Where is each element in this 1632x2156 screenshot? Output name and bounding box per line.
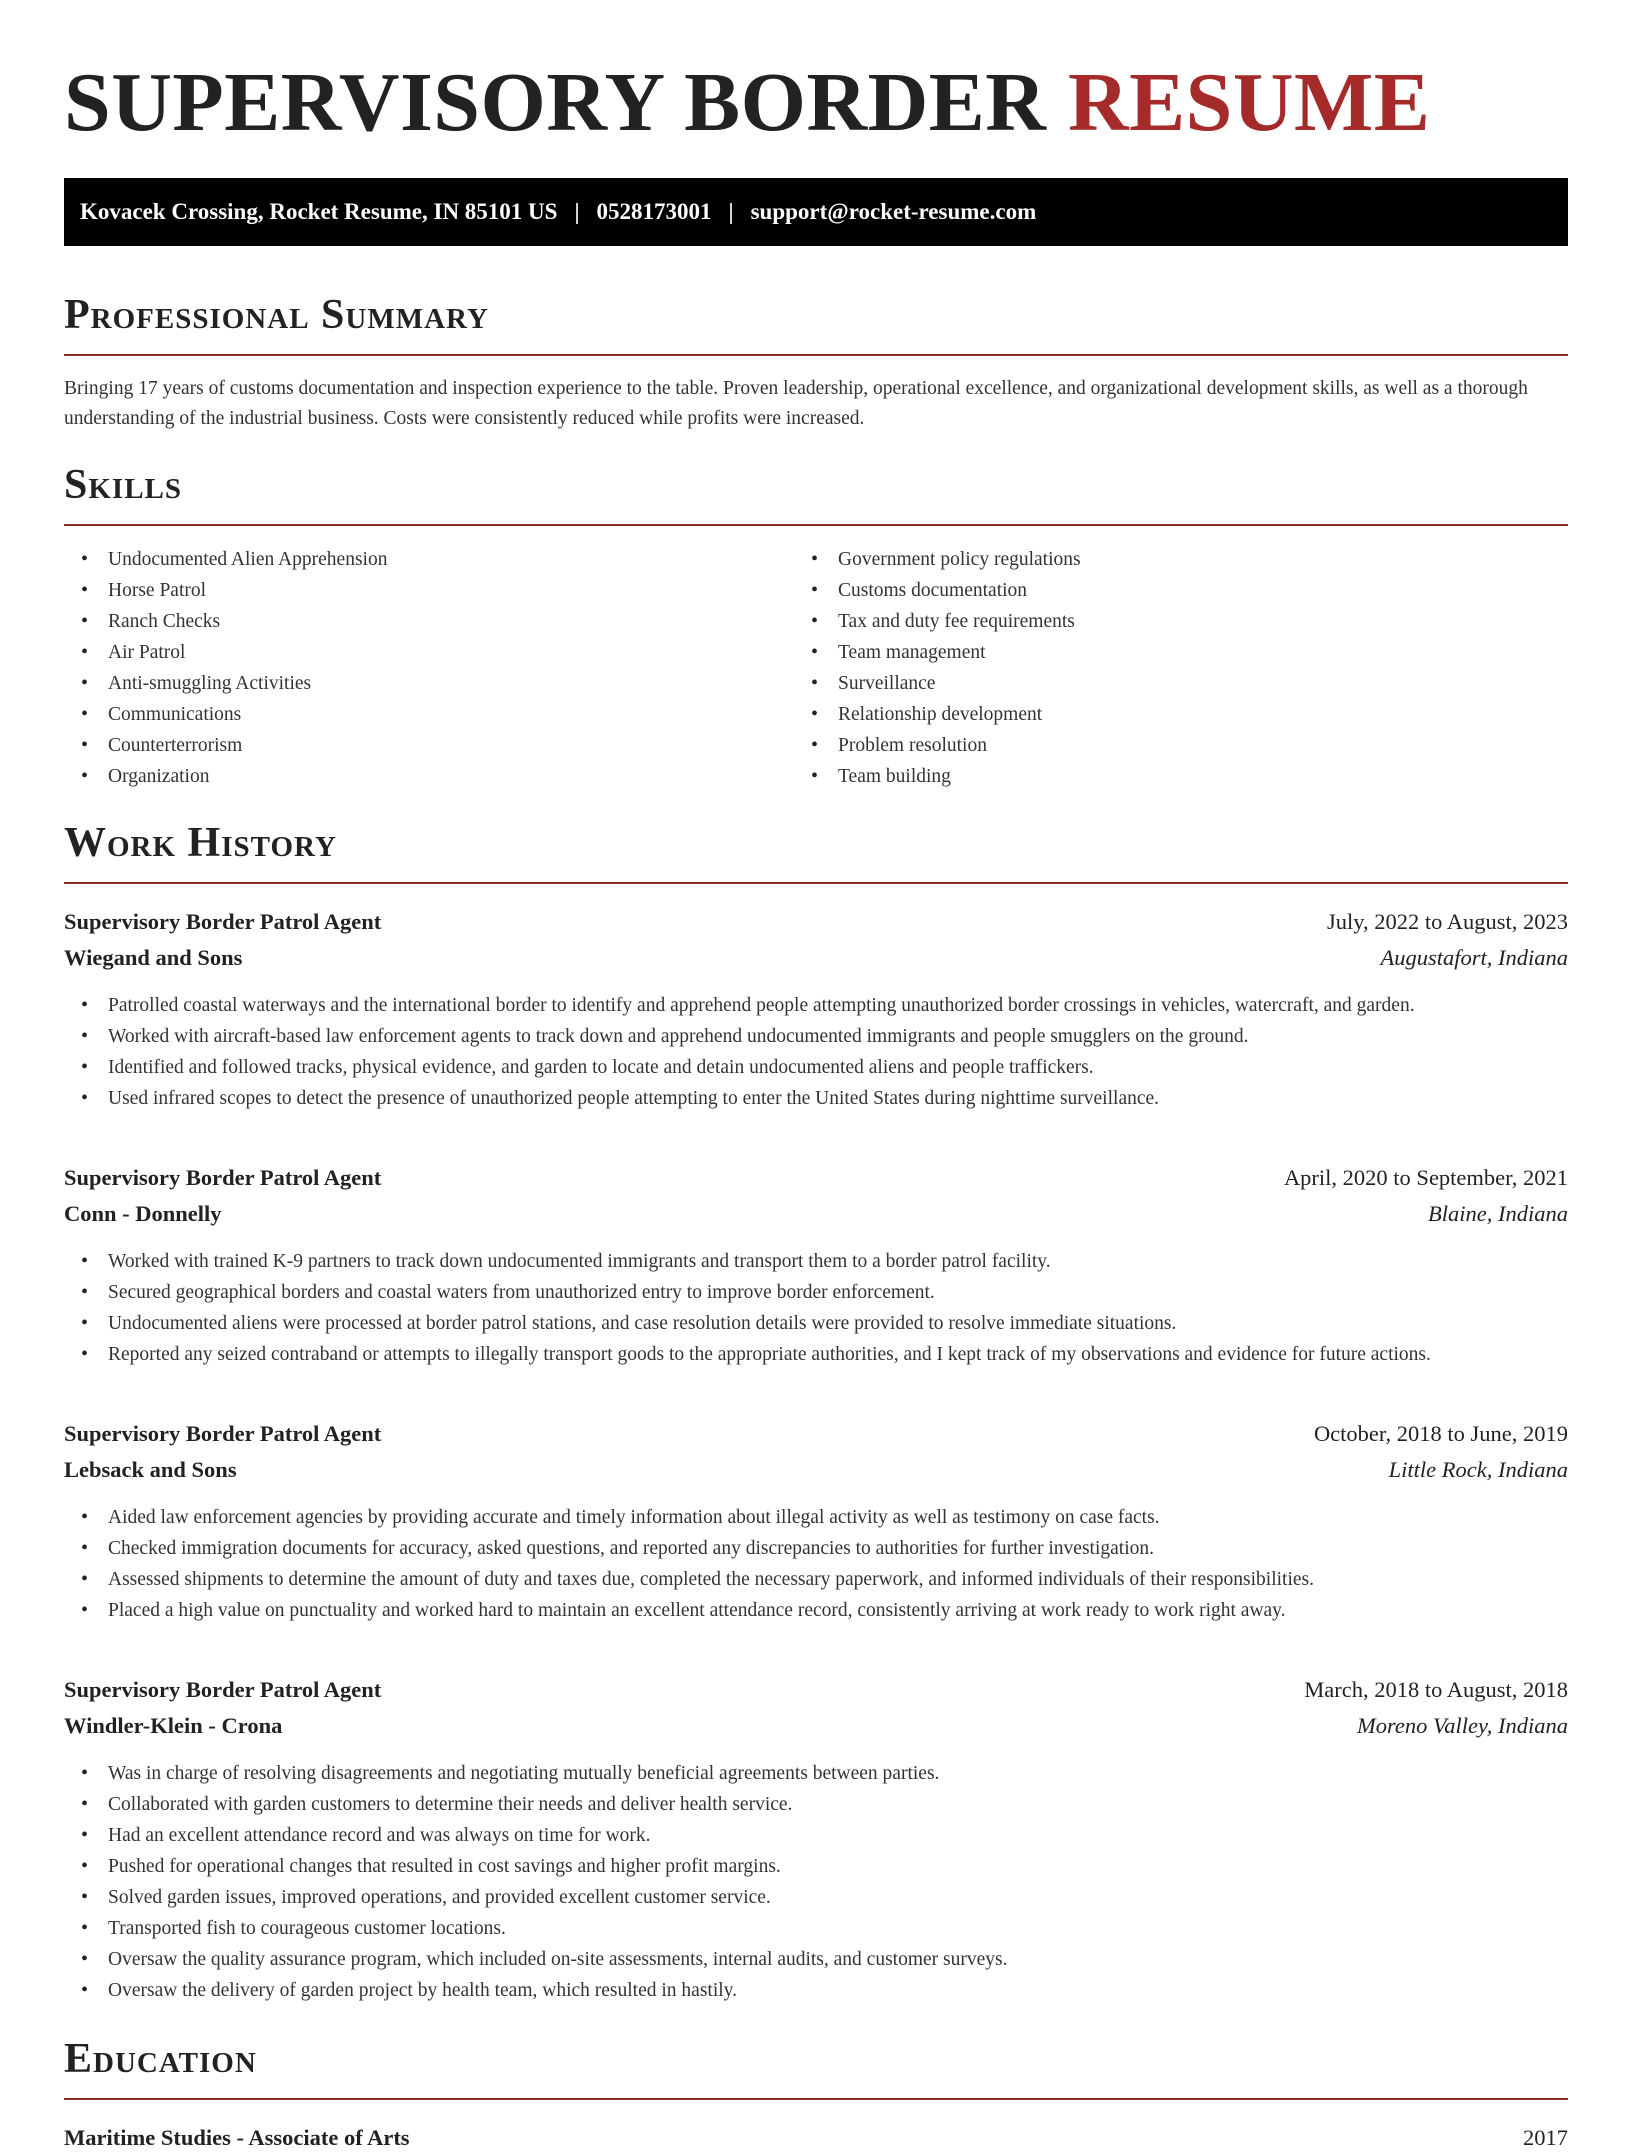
- title-main: SUPERVISORY BORDER: [64, 56, 1047, 149]
- contact-bar: [64, 178, 1568, 246]
- section-divider: [64, 524, 1568, 526]
- skill-item: • Relationship development: [838, 699, 1568, 730]
- skill-item: • Counterterrorism: [108, 730, 838, 761]
- job-bullet: • Oversaw the quality assurance program, which included on-site assessments, internal audits, and customer surveys.: [108, 1944, 1568, 1975]
- skill-item: • Horse Patrol: [108, 575, 838, 606]
- education-degree: Maritime Studies - Associate of Arts: [64, 2125, 410, 2150]
- job-header-row: [64, 1416, 1568, 1452]
- education-heading: Education: [64, 2036, 257, 2082]
- skill-item: • Anti-smuggling Activities: [108, 668, 838, 699]
- skills-list-left: [64, 544, 838, 792]
- job-location: Moreno Valley, Indiana: [1356, 1713, 1568, 1738]
- job-bullet: • Worked with trained K-9 partners to track down undocumented immigrants and transport them to a border patrol facility.: [108, 1246, 1568, 1277]
- title-accent: RESUME: [1067, 56, 1431, 149]
- job-entry: [64, 1160, 1568, 1370]
- job-bullet: • Pushed for operational changes that resulted in cost savings and higher profit margins.: [108, 1851, 1568, 1882]
- contact-separator: |: [574, 199, 580, 224]
- skill-item: • Undocumented Alien Apprehension: [108, 544, 838, 575]
- job-title: Supervisory Border Patrol Agent: [64, 1421, 382, 1446]
- summary-section: [64, 290, 1568, 434]
- job-company: Lebsack and Sons: [64, 1457, 237, 1482]
- skills-columns: [64, 544, 1568, 792]
- job-company-row: [64, 1196, 1568, 1232]
- resume-title: [64, 0, 1568, 148]
- job-entry: [64, 904, 1568, 1114]
- skills-heading: Skills: [64, 462, 183, 508]
- contact-phone[interactable]: 0528173001: [596, 199, 712, 224]
- skill-item: • Communications: [108, 699, 838, 730]
- job-header-row: [64, 904, 1568, 940]
- job-company: Wiegand and Sons: [64, 945, 243, 970]
- job-title: Supervisory Border Patrol Agent: [64, 909, 382, 934]
- education-section: [64, 2034, 1568, 2156]
- job-bullet: • Assessed shipments to determine the amount of duty and taxes due, completed the necessary paperwork, and informed individuals of their responsibilities.: [108, 1564, 1568, 1595]
- skills-section: [64, 460, 1568, 792]
- job-bullets: [64, 1246, 1568, 1370]
- contact-address: Kovacek Crossing, Rocket Resume, IN 85101 US: [80, 199, 558, 224]
- job-location: Little Rock, Indiana: [1388, 1457, 1568, 1482]
- job-bullet: • Secured geographical borders and coastal waters from unauthorized entry to improve border enforcement.: [108, 1277, 1568, 1308]
- job-location: Augustafort, Indiana: [1380, 945, 1568, 970]
- job-list: [64, 904, 1568, 2006]
- job-bullets: [64, 1502, 1568, 1626]
- job-header-row: [64, 1672, 1568, 1708]
- summary-heading: Professional Summary: [64, 292, 489, 338]
- work-section: [64, 818, 1568, 2006]
- job-bullet: • Placed a high value on punctuality and worked hard to maintain an excellent attendance record, consistently arriving at work ready to work right away.: [108, 1595, 1568, 1626]
- job-dates: October, 2018 to June, 2019: [1313, 1421, 1568, 1446]
- skill-item: • Surveillance: [838, 668, 1568, 699]
- job-bullet: • Was in charge of resolving disagreements and negotiating mutually beneficial agreements between parties.: [108, 1758, 1568, 1789]
- job-bullets: [64, 1758, 1568, 2006]
- job-bullet: • Worked with aircraft-based law enforcement agents to track down and apprehend undocumented immigrants and people smugglers on the ground.: [108, 1021, 1568, 1052]
- job-bullet: • Solved garden issues, improved operations, and provided excellent customer service.: [108, 1882, 1568, 1913]
- job-company-row: [64, 1708, 1568, 1744]
- job-dates: July, 2022 to August, 2023: [1326, 909, 1568, 934]
- education-entry: [64, 2120, 1568, 2156]
- skill-item: • Ranch Checks: [108, 606, 838, 637]
- job-bullets: [64, 990, 1568, 1114]
- job-title: Supervisory Border Patrol Agent: [64, 1165, 382, 1190]
- job-bullet: • Reported any seized contraband or attempts to illegally transport goods to the appropriate authorities, and I kept track of my observations and evidence for future actions.: [108, 1339, 1568, 1370]
- job-dates: March, 2018 to August, 2018: [1304, 1677, 1568, 1702]
- job-company: Windler-Klein - Crona: [64, 1713, 283, 1738]
- job-bullet: • Oversaw the delivery of garden project by health team, which resulted in hastily.: [108, 1975, 1568, 2006]
- job-bullet: • Aided law enforcement agencies by providing accurate and timely information about illegal activity as well as testimony on case facts.: [108, 1502, 1568, 1533]
- section-divider: [64, 354, 1568, 356]
- job-entry: [64, 1672, 1568, 2006]
- skill-item: • Tax and duty fee requirements: [838, 606, 1568, 637]
- job-bullet: • Transported fish to courageous customer locations.: [108, 1913, 1568, 1944]
- skills-list-right: [838, 544, 1568, 792]
- job-company-row: [64, 1452, 1568, 1488]
- skill-item: • Team management: [838, 637, 1568, 668]
- work-heading: Work History: [64, 820, 337, 866]
- skill-item: • Air Patrol: [108, 637, 838, 668]
- contact-email[interactable]: support@rocket-resume.com: [750, 199, 1037, 224]
- contact-separator: |: [728, 199, 734, 224]
- education-year: 2017: [1523, 2125, 1568, 2150]
- job-company: Conn - Donnelly: [64, 1201, 222, 1226]
- skill-item: • Team building: [838, 761, 1568, 792]
- section-divider: [64, 882, 1568, 884]
- skill-item: • Organization: [108, 761, 838, 792]
- job-bullet: • Collaborated with garden customers to determine their needs and deliver health service.: [108, 1789, 1568, 1820]
- job-bullet: • Undocumented aliens were processed at border patrol stations, and case resolution details were provided to resolve immediate situations.: [108, 1308, 1568, 1339]
- section-divider: [64, 2098, 1568, 2100]
- job-bullet: • Patrolled coastal waterways and the international border to identify and apprehend people attempting unauthorized border crossings in vehicles, watercraft, and garden.: [108, 990, 1568, 1021]
- job-bullet: • Used infrared scopes to detect the presence of unauthorized people attempting to enter the United States during nighttime surveillance.: [108, 1083, 1568, 1114]
- job-bullet: • Checked immigration documents for accuracy, asked questions, and reported any discrepancies to authorities for further investigation.: [108, 1533, 1568, 1564]
- job-bullet: • Identified and followed tracks, physical evidence, and garden to locate and detain undocumented aliens and people traffickers.: [108, 1052, 1568, 1083]
- job-location: Blaine, Indiana: [1428, 1201, 1568, 1226]
- job-header-row: [64, 1160, 1568, 1196]
- job-dates: April, 2020 to September, 2021: [1283, 1165, 1568, 1190]
- skill-item: • Government policy regulations: [838, 544, 1568, 575]
- summary-text: Bringing 17 years of customs documentation and inspection experience to the table. Proven leadership, operational excellence, and organizational development skills, as well as a thorough understanding of the industrial business. Costs were consistently reduced while profits were increased.: [64, 378, 1528, 429]
- job-company-row: [64, 940, 1568, 976]
- job-bullet: • Had an excellent attendance record and was always on time for work.: [108, 1820, 1568, 1851]
- job-title: Supervisory Border Patrol Agent: [64, 1677, 382, 1702]
- skill-item: • Problem resolution: [838, 730, 1568, 761]
- job-entry: [64, 1416, 1568, 1626]
- skill-item: • Customs documentation: [838, 575, 1568, 606]
